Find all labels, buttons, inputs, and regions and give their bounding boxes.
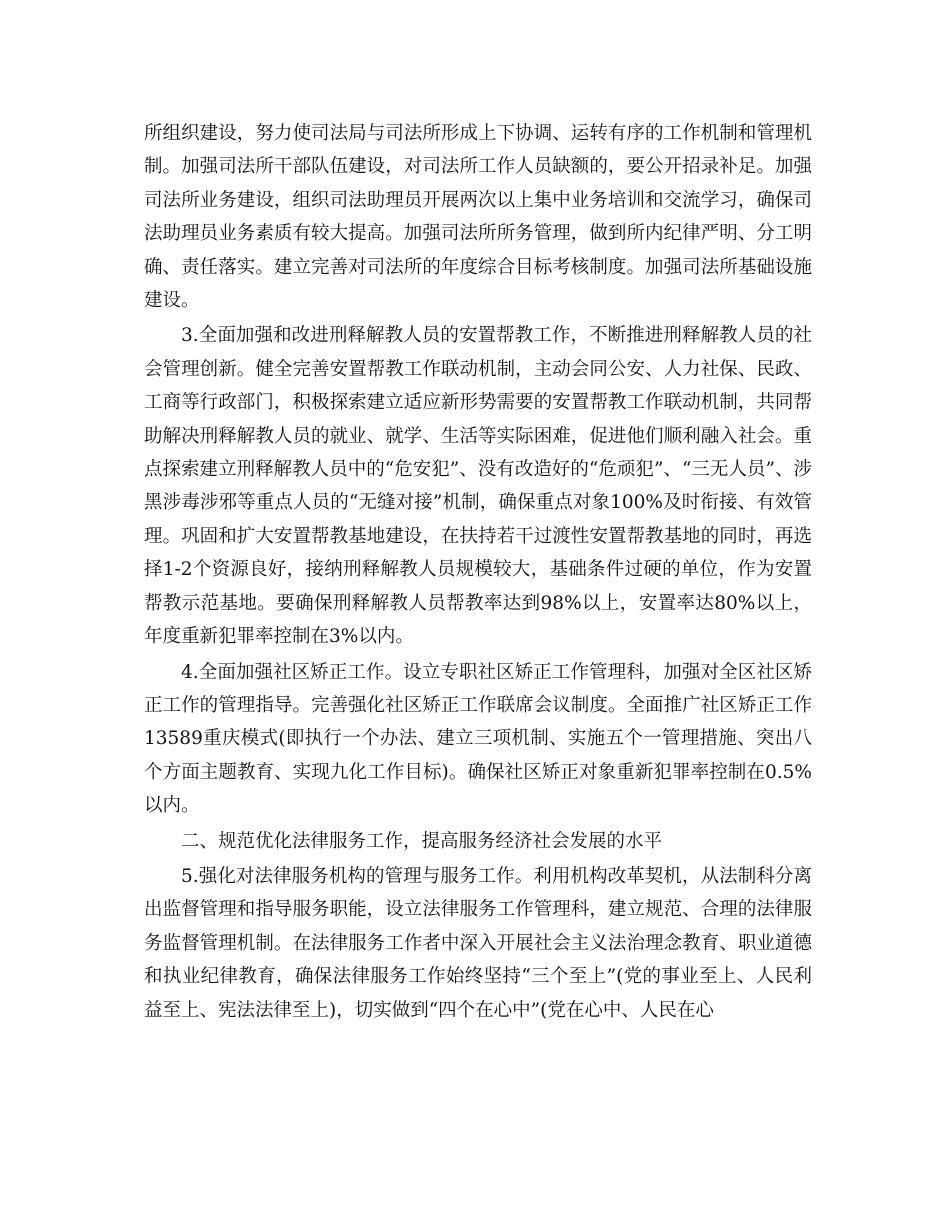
paragraph-item-5: 5.强化对法律服务机构的管理与服务工作。利用机构改革契机，从法制科分离出监督管理和指导服务职能，设立法律服务工作管理科，建立规范、合理的法律服务监督管理机制。在法律服务工作者中深入开展社会主义法治理念教育、职业道德和执业纪律教育，确保法律服务工作始终坚持“三个至上”(党的事业至上、人民利益至上、宪法法律至上)，切实做到“四个在心中”(党在心中、人民在心: [144, 865, 812, 1021]
section-heading-2: 二、规范优化法律服务工作，提高服务经济社会发展的水平: [181, 830, 663, 852]
paragraph-item-4: 4.全面加强社区矫正工作。设立专职社区矫正工作管理科，加强对全区社区矫正工作的管理指导。完善强化社区矫正工作联席会议制度。全面推广社区矫正工作13589重庆模式(即执行一个办法、建立三项机制、实施五个一管理措施、突出八个方面主题教育、实现九化工作目标)。确保社区矫正对象重新犯罪率控制在0.5%以内。: [144, 661, 812, 817]
paragraph-item-3: 3.全面加强和改进刑释解教人员的安置帮教工作，不断推进刑释解教人员的社会管理创新。健全完善安置帮教工作联动机制，主动会同公安、人力社保、民政、工商等行政部门，积极探索建立适应新形势需要的安置帮教工作联动机制，共同帮助解决刑释解教人员的就业、就学、生活等实际困难，促进他们顺利融入社会。重点探索建立刑释解教人员中的“危安犯”、没有改造好的“危顽犯”、“三无人员”、涉黑涉毒涉邪等重点人员的“无缝对接”机制，确保重点对象100%及时衔接、有效管理。巩固和扩大安置帮教基地建设，在扶持若干过渡性安置帮教基地的同时，再选择1-2个资源良好，接纳刑释解教人员规模较大，基础条件过硬的单位，作为安置帮教示范基地。要确保刑释解教人员帮教率达到98%以上，安置率达80%以上，年度重新犯罪率控制在3%以内。: [144, 325, 812, 648]
paragraph-continued: 所组织建设，努力使司法局与司法所形成上下协调、运转有序的工作机制和管理机制。加强司法所干部队伍建设，对司法所工作人员缺额的，要公开招录补足。加强司法所业务建设，组织司法助理员开展两次以上集中业务培训和交流学习，确保司法助理员业务素质有较大提高。加强司法所所务管理，做到所内纪律严明、分工明确、责任落实。建立完善对司法所的年度综合目标考核制度。加强司法所基础设施建设。: [144, 123, 812, 312]
document-body: [144, 117, 812, 1029]
